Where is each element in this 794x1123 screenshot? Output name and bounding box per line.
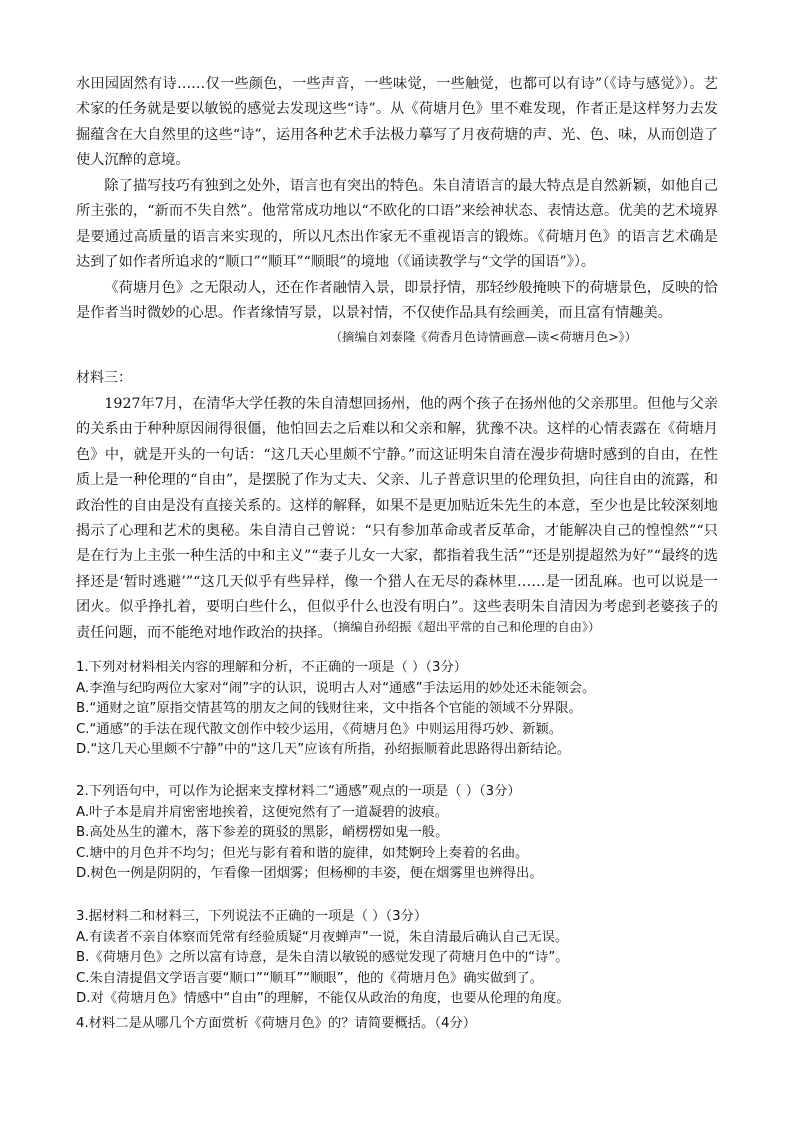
question-1-option-c: C.“通感”的手法在现代散文创作中较少运用，《荷塘月色》中则运用得巧妙、新颖。 <box>76 721 563 737</box>
material2-paragraph-3: 《荷塘月色》之无限动人，还在作者融情入景，即景抒情，那轻纱般掩映下的荷塘景色，反映的恰是作者当时微妙的心思。作者缘情写景，以景衬情，不仅使作品具有绘画美，而且富有情趣美。 <box>76 280 718 322</box>
question-3 <box>76 907 736 1010</box>
question-4 <box>76 1014 736 1035</box>
material2-paragraph-1: 水田园固然有诗……仅一些颜色，一些声音，一些味觉，一些触觉，也都可以有诗”（《诗与感觉》）。艺术家的任务就是要以敏锐的感觉去发现这些“诗”。从《荷塘月色》里不难发现，作者正是这样努力去发掘蕴含在大自然里的这些“诗”，运用各种艺术手法极力摹写了月夜荷塘的声、光、色、味，从而创造了使人沉醉的意境。 <box>76 76 718 169</box>
question-3-stem: 3.据材料二和材料三，下列说法不正确的一项是（ ）（3分） <box>76 909 428 924</box>
material3-label: 材料三： <box>76 370 132 386</box>
question-3-option-c: C.朱自清提倡文学语言要“顺口”“顺耳”“顺眼”，他的《荷塘月色》确实做到了。 <box>76 970 544 986</box>
question-2-option-c: C.塘中的月色并不均匀；但光与影有着和谐的旋律，如梵婀玲上奏着的名曲。 <box>76 845 529 861</box>
material2-source: （摘编自刘泰隆《荷香月色诗情画意—读<荷塘月色>》） <box>330 330 637 344</box>
material2-paragraph-2: 除了描写技巧有独到之处外，语言也有突出的特色。朱自清语言的最大特点是自然新颖，如他自己所主张的，“新而不失自然”。他常常成功地以“不欧化的口语”来绘神状态、表情达意。优美的艺术境界是要通过高质量的语言来实现的，所以凡杰出作家无不重视语言的锻炼。《荷塘月色》的语言艺术确是达到了如作者所追求的“顺口”“顺耳”“顺眼”的境地（《诵读教学与“文学的国语”》）。 <box>76 178 718 271</box>
question-4-stem: 4.材料二是从哪几个方面赏析《荷塘月色》的？请简要概括。（4分） <box>76 1016 477 1031</box>
question-2 <box>76 782 736 885</box>
question-3-option-b: B.《荷塘月色》之所以富有诗意，是朱自清以敏锐的感觉发现了荷塘月色中的“诗”。 <box>76 950 569 965</box>
question-2-option-d: D.树色一例是阴阴的，乍看像一团烟雾；但杨柳的丰姿，便在烟雾里也辨得出。 <box>76 866 543 881</box>
question-3-option-d: D.对《荷塘月色》情感中“自由”的理解，不能仅从政治的角度，也要从伦理的角度。 <box>76 991 570 1006</box>
question-2-option-a: A.叶子本是肩并肩密密地挨着，这便宛然有了一道凝碧的波痕。 <box>76 804 449 820</box>
question-1 <box>76 658 736 761</box>
question-2-option-b: B.高处丛生的灌木，落下参差的斑驳的黑影，峭楞楞如鬼一般。 <box>76 825 449 840</box>
question-1-option-d: D.“这几天心里颇不宁静”中的“这几天”应该有所指，孙绍振顺着此思路得出新结论。 <box>76 742 571 757</box>
question-1-option-b: B.“通财之谊”原指交情甚笃的朋友之间的钱财往来，文中指各个官能的领域不分界限。 <box>76 701 582 716</box>
question-1-option-a: A.李渔与纪昀两位大家对“闹”字的认识，说明古人对“通感”手法运用的妙处还未能领会。 <box>76 680 596 696</box>
material3-paragraph-1: 1927年7月，在清华大学任教的朱自清想回扬州，他的两个孩子在扬州他的父亲那里。但他与父亲的关系由于种种原因闹得很僵，他怕回去之后难以和父亲和解，犹豫不决。这样的心情表露在《荷塘月色》中，就是开头的一句话：“这几天心里颇不宁静。”而这证明朱自清在漫步荷塘时感到的自由，在性质上是一种伦理的“自由”，是摆脱了作为丈夫、父亲、儿子普意识里的伦理负担，向往自由的流露，和政治性的自由是没有直接关系的。这样的解释，如果不是更加贴近朱先生的本意，至少也是比较深刻地揭示了心理和艺术的奥秘。朱自清自己曾说：“只有参加革命或者反革命，才能解决自己的惶惶然”“只是在行为上主张一种生活的中和主义”“妻子儿女一大家，都指着我生活”“还是别提超然为好”“最终的选择还是‘暂时逃避’”“这几天似乎有些异样，像一个猎人在无尽的森林里……是一团乱麻。也可以说是一团火。似乎挣扎着，要明白些什么，但似乎什么也没有明白”。这些表明朱自清因为考虑到老婆孩子的责任问题，而不能绝对地作政治的抉择。 <box>76 396 718 641</box>
question-3-option-a: A.有读者不亲自体察而凭常有经验质疑“月夜蝉声”一说，朱自清最后确认自己无误。 <box>76 929 569 945</box>
question-2-stem: 2.下列语句中，可以作为论据来支撑材料二“通感”观点的一项是（ ）（3分） <box>76 784 521 799</box>
material3-source: （摘编自孙绍振《超出平常的自己和伦理的自由》） <box>326 620 601 634</box>
question-1-stem: 1.下列对材料相关内容的理解和分析，不正确的一项是（ ）（3分） <box>76 660 468 675</box>
